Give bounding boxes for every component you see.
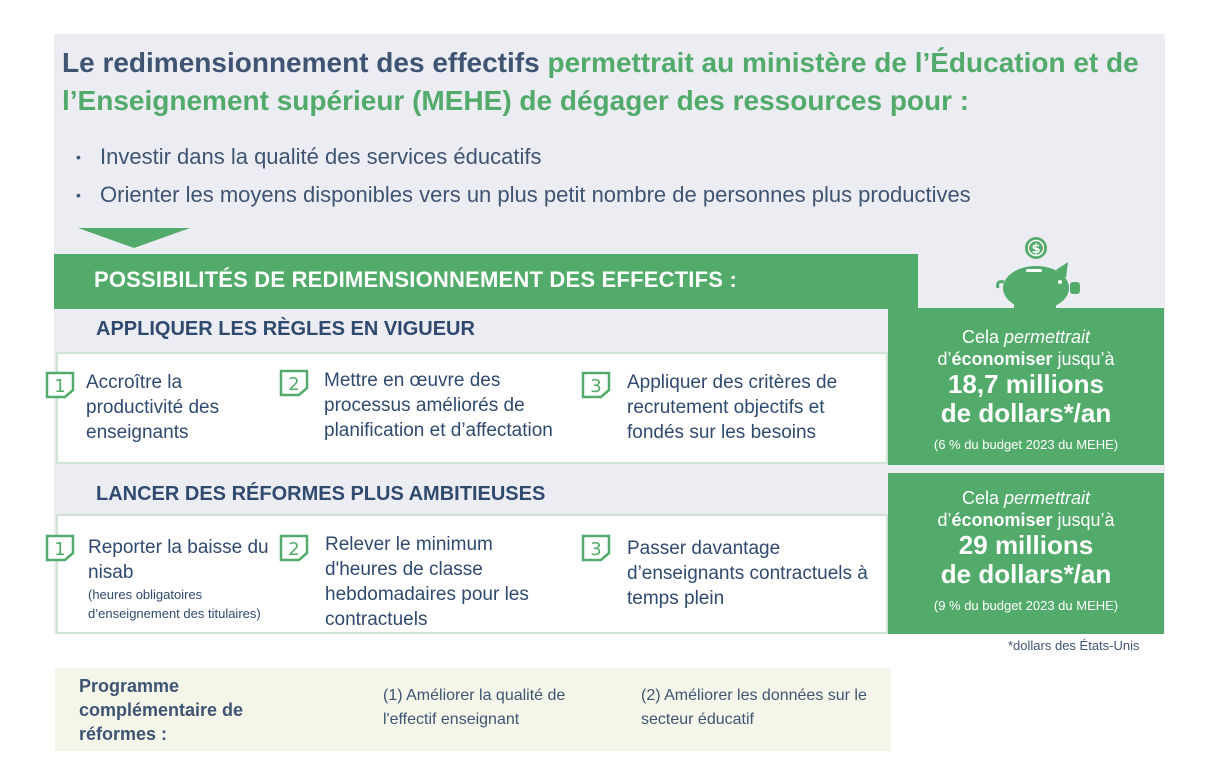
bullet-icon: • — [76, 149, 81, 165]
step-text: Accroître la productivité des enseignants — [86, 372, 220, 443]
savings-unit: de dollars*/an — [940, 398, 1112, 428]
section-title-apply-rules: APPLIQUER LES RÈGLES EN VIGUEUR — [96, 318, 475, 340]
step-number-1-icon — [44, 533, 76, 563]
list-item: • Investir dans la qualité des services éducatifs — [76, 144, 542, 169]
svg-text:1: 1 — [54, 376, 66, 397]
step-text: Passer davantage d’enseignants contractuels à temps plein — [627, 538, 868, 609]
step-text: Reporter la baisse du nisab (heures obligatoires d’enseignement des titulaires) — [88, 535, 278, 623]
budget-percent: (9 % du budget 2023 du MEHE) — [933, 598, 1119, 613]
svg-text:3: 3 — [590, 376, 602, 397]
complementary-item: (1) Améliorer la qualité de l'effectif enseignant — [383, 687, 566, 728]
svg-text:2: 2 — [288, 539, 300, 560]
benefit-list — [76, 138, 971, 214]
step-number-3-icon — [580, 533, 612, 563]
banner-title: POSSIBILITÉS DE REDIMENSIONNEMENT DES EFFECTIFS : — [94, 267, 737, 292]
headline-part2: permettrait au ministère de l’Éducation et de l’Enseignement supérieur (MEHE) de dégager des ressources pour : — [62, 47, 1139, 116]
complementary-reforms — [55, 668, 891, 751]
step-number-1-icon — [44, 370, 76, 400]
headline-part1: Le redimensionnement des effectifs — [62, 47, 548, 78]
options-banner — [54, 254, 918, 309]
headline — [62, 44, 1157, 120]
savings-box-apply-rules: Cela permettrait d’économiser jusqu’à 18,7 millions de dollars*/an (6 % du budget 2023 du MEHE) — [888, 308, 1164, 465]
svg-text:3: 3 — [590, 539, 602, 560]
section-title-ambitious-reforms: LANCER DES RÉFORMES PLUS AMBITIEUSES — [96, 483, 546, 505]
savings-amount: 29 millions — [958, 530, 1094, 560]
down-arrow-icon — [78, 228, 190, 248]
complementary-item: (2) Améliorer les données sur le secteur éducatif — [641, 687, 867, 728]
step-note: (heures obligatoires d’enseignement des titulaires) — [88, 587, 261, 621]
budget-percent: (6 % du budget 2023 du MEHE) — [933, 437, 1119, 452]
savings-amount: 18,7 millions — [947, 369, 1105, 399]
step-text: Relever le minimum d'heures de classe hebdomadaires pour les contractuels — [325, 534, 529, 630]
svg-text:2: 2 — [288, 374, 300, 395]
step-number-3-icon — [580, 370, 612, 400]
footnote: *dollars des États-Unis — [1008, 638, 1140, 653]
piggy-bank-icon — [996, 236, 1082, 316]
list-item: • Orienter les moyens disponibles vers un plus petit nombre de personnes plus productives — [76, 182, 971, 207]
savings-box-ambitious-reforms: Cela permettrait d’économiser jusqu’à 29 millions de dollars*/an (9 % du budget 2023 du MEHE) — [888, 473, 1164, 634]
step-text: Mettre en œuvre des processus améliorés de planification et d’affectation — [324, 370, 553, 441]
step-text: Appliquer des critères de recrutement objectifs et fondés sur les besoins — [627, 372, 838, 443]
svg-text:1: 1 — [54, 539, 66, 560]
bullet-icon: • — [76, 187, 81, 203]
step-number-2-icon — [278, 368, 310, 398]
savings-unit: de dollars*/an — [940, 559, 1112, 589]
step-number-2-icon — [278, 533, 310, 563]
complementary-label: Programme complémentaire de réformes : — [79, 676, 244, 744]
svg-text:$: $ — [1031, 242, 1041, 257]
